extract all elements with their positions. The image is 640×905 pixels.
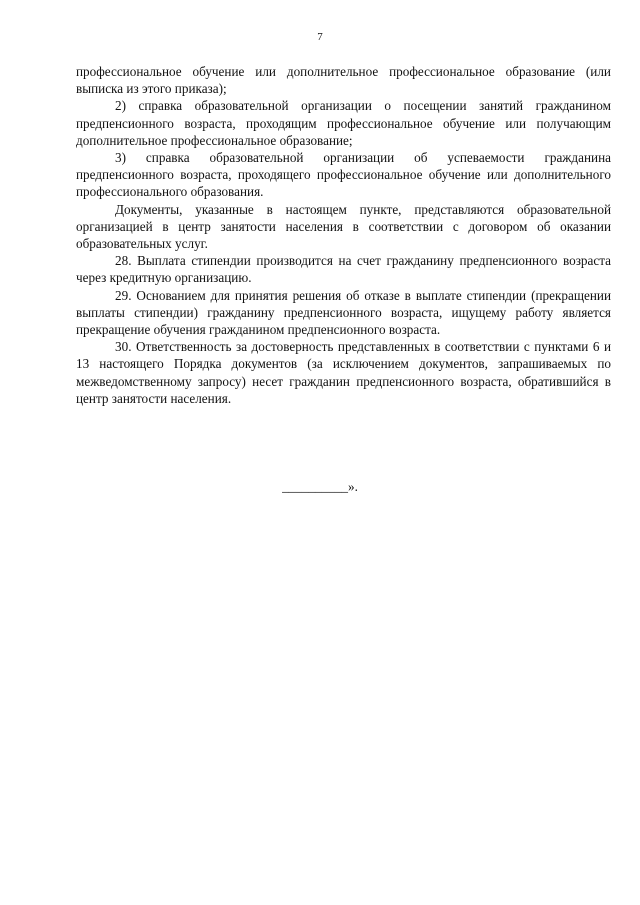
closing-line: __________».	[282, 479, 358, 494]
page-number: 7	[317, 31, 323, 43]
paragraph-clause-28: 28. Выплата стипендии производится на счет гражданину предпенсионного возраста через кредитную организацию.	[76, 253, 611, 286]
paragraph-documents: Документы, указанные в настоящем пункте, представляются образовательной организацией в центр занятости населения в соответствии с договором об оказании образовательных услуг.	[76, 201, 611, 252]
paragraph-item-2: 2) справка образовательной организации о посещении занятий гражданином предпенсионного возраста, проходящим профессиональное обучение или получающим дополнительное профессиональное образование;	[76, 98, 611, 148]
paragraph-clause-29: 29. Основанием для принятия решения об отказе в выплате стипендии (прекращении выплаты стипендии) гражданину предпенсионного возраста, ищущему работу является прекращение обучения гражданином предпенсионного возраста.	[76, 287, 611, 338]
paragraph-item-3: 3) справка образовательной организации об успеваемости гражданина предпенсионного возраста, проходящего профессиональное обучение или дополнительного профессионального образования.	[76, 150, 611, 200]
paragraph-clause-30: 30. Ответственность за достоверность представленных в соответствии с пунктами 6 и 13 настоящего Порядка документов (за исключением документов, запрашиваемых по межведомственному запросу) несет гражданин предпенсионного возраста, обратившийся в центр занятости населения.	[76, 339, 611, 406]
paragraph-continuation: профессиональное обучение или дополнительное профессиональное образование (или выписка из этого приказа);	[76, 64, 611, 97]
document-body	[76, 63, 611, 407]
